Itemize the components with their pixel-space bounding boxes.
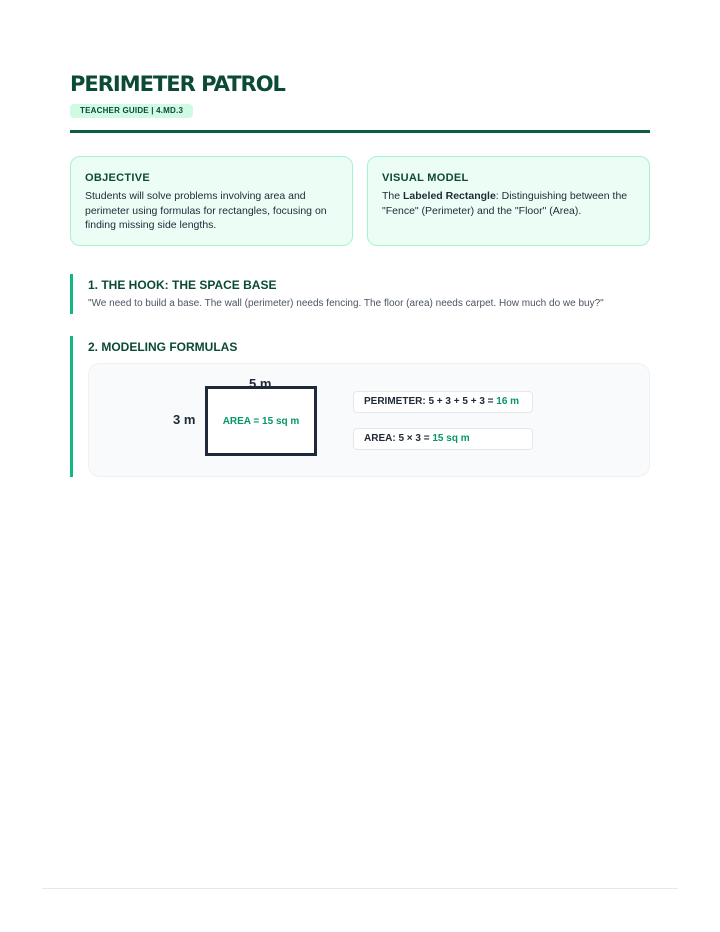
visual-model-text-suffix: : Distinguishing between the "Fence" (Perimeter) and the "Floor" (Area). — [382, 190, 628, 217]
hook-title: 1. THE HOOK: THE SPACE BASE — [88, 278, 277, 292]
modeling-title: 2. MODELING FORMULAS — [88, 340, 238, 354]
teacher-guide-page — [70, 70, 650, 477]
standard-tag: TEACHER GUIDE | 4.MD.3 — [70, 104, 193, 118]
objective-title: OBJECTIVE — [85, 172, 151, 184]
perimeter-result: 16 m — [496, 396, 520, 407]
hook-text: "We need to build a base. The wall (perimeter) needs fencing. The floor (area) needs carpet. How much do we buy?" — [88, 298, 604, 309]
modeling-section — [70, 336, 650, 477]
summary-cards — [70, 156, 650, 246]
top-dimension-label: 5 m — [249, 376, 272, 391]
visual-model-title: VISUAL MODEL — [382, 172, 469, 184]
perimeter-expression: PERIMETER: 5 + 3 + 5 + 3 = — [364, 396, 497, 407]
visual-model-text-bold: Labeled Rectangle — [403, 190, 496, 202]
area-result: 15 sq m — [432, 433, 470, 444]
page-title: PERIMETER PATROL — [70, 72, 285, 96]
perimeter-formula — [353, 391, 533, 413]
labeled-rectangle — [205, 386, 317, 456]
header-divider — [70, 130, 650, 133]
objective-card — [70, 156, 353, 246]
objective-text: Students will solve problems involving area and perimeter using formulas for rectangles, focusing on finding missing side lengths. — [85, 190, 327, 231]
area-expression: AREA: 5 × 3 = — [364, 433, 433, 444]
hook-section — [70, 274, 650, 314]
visual-model-text-prefix: The — [382, 190, 404, 202]
visual-model-card — [367, 156, 650, 246]
visual-model-text — [382, 189, 635, 218]
area-label: AREA = 15 sq m — [222, 415, 300, 427]
formula-panel — [88, 363, 650, 477]
left-dimension-label: 3 m — [173, 412, 196, 427]
area-formula — [353, 428, 533, 450]
footer-divider — [42, 888, 678, 889]
